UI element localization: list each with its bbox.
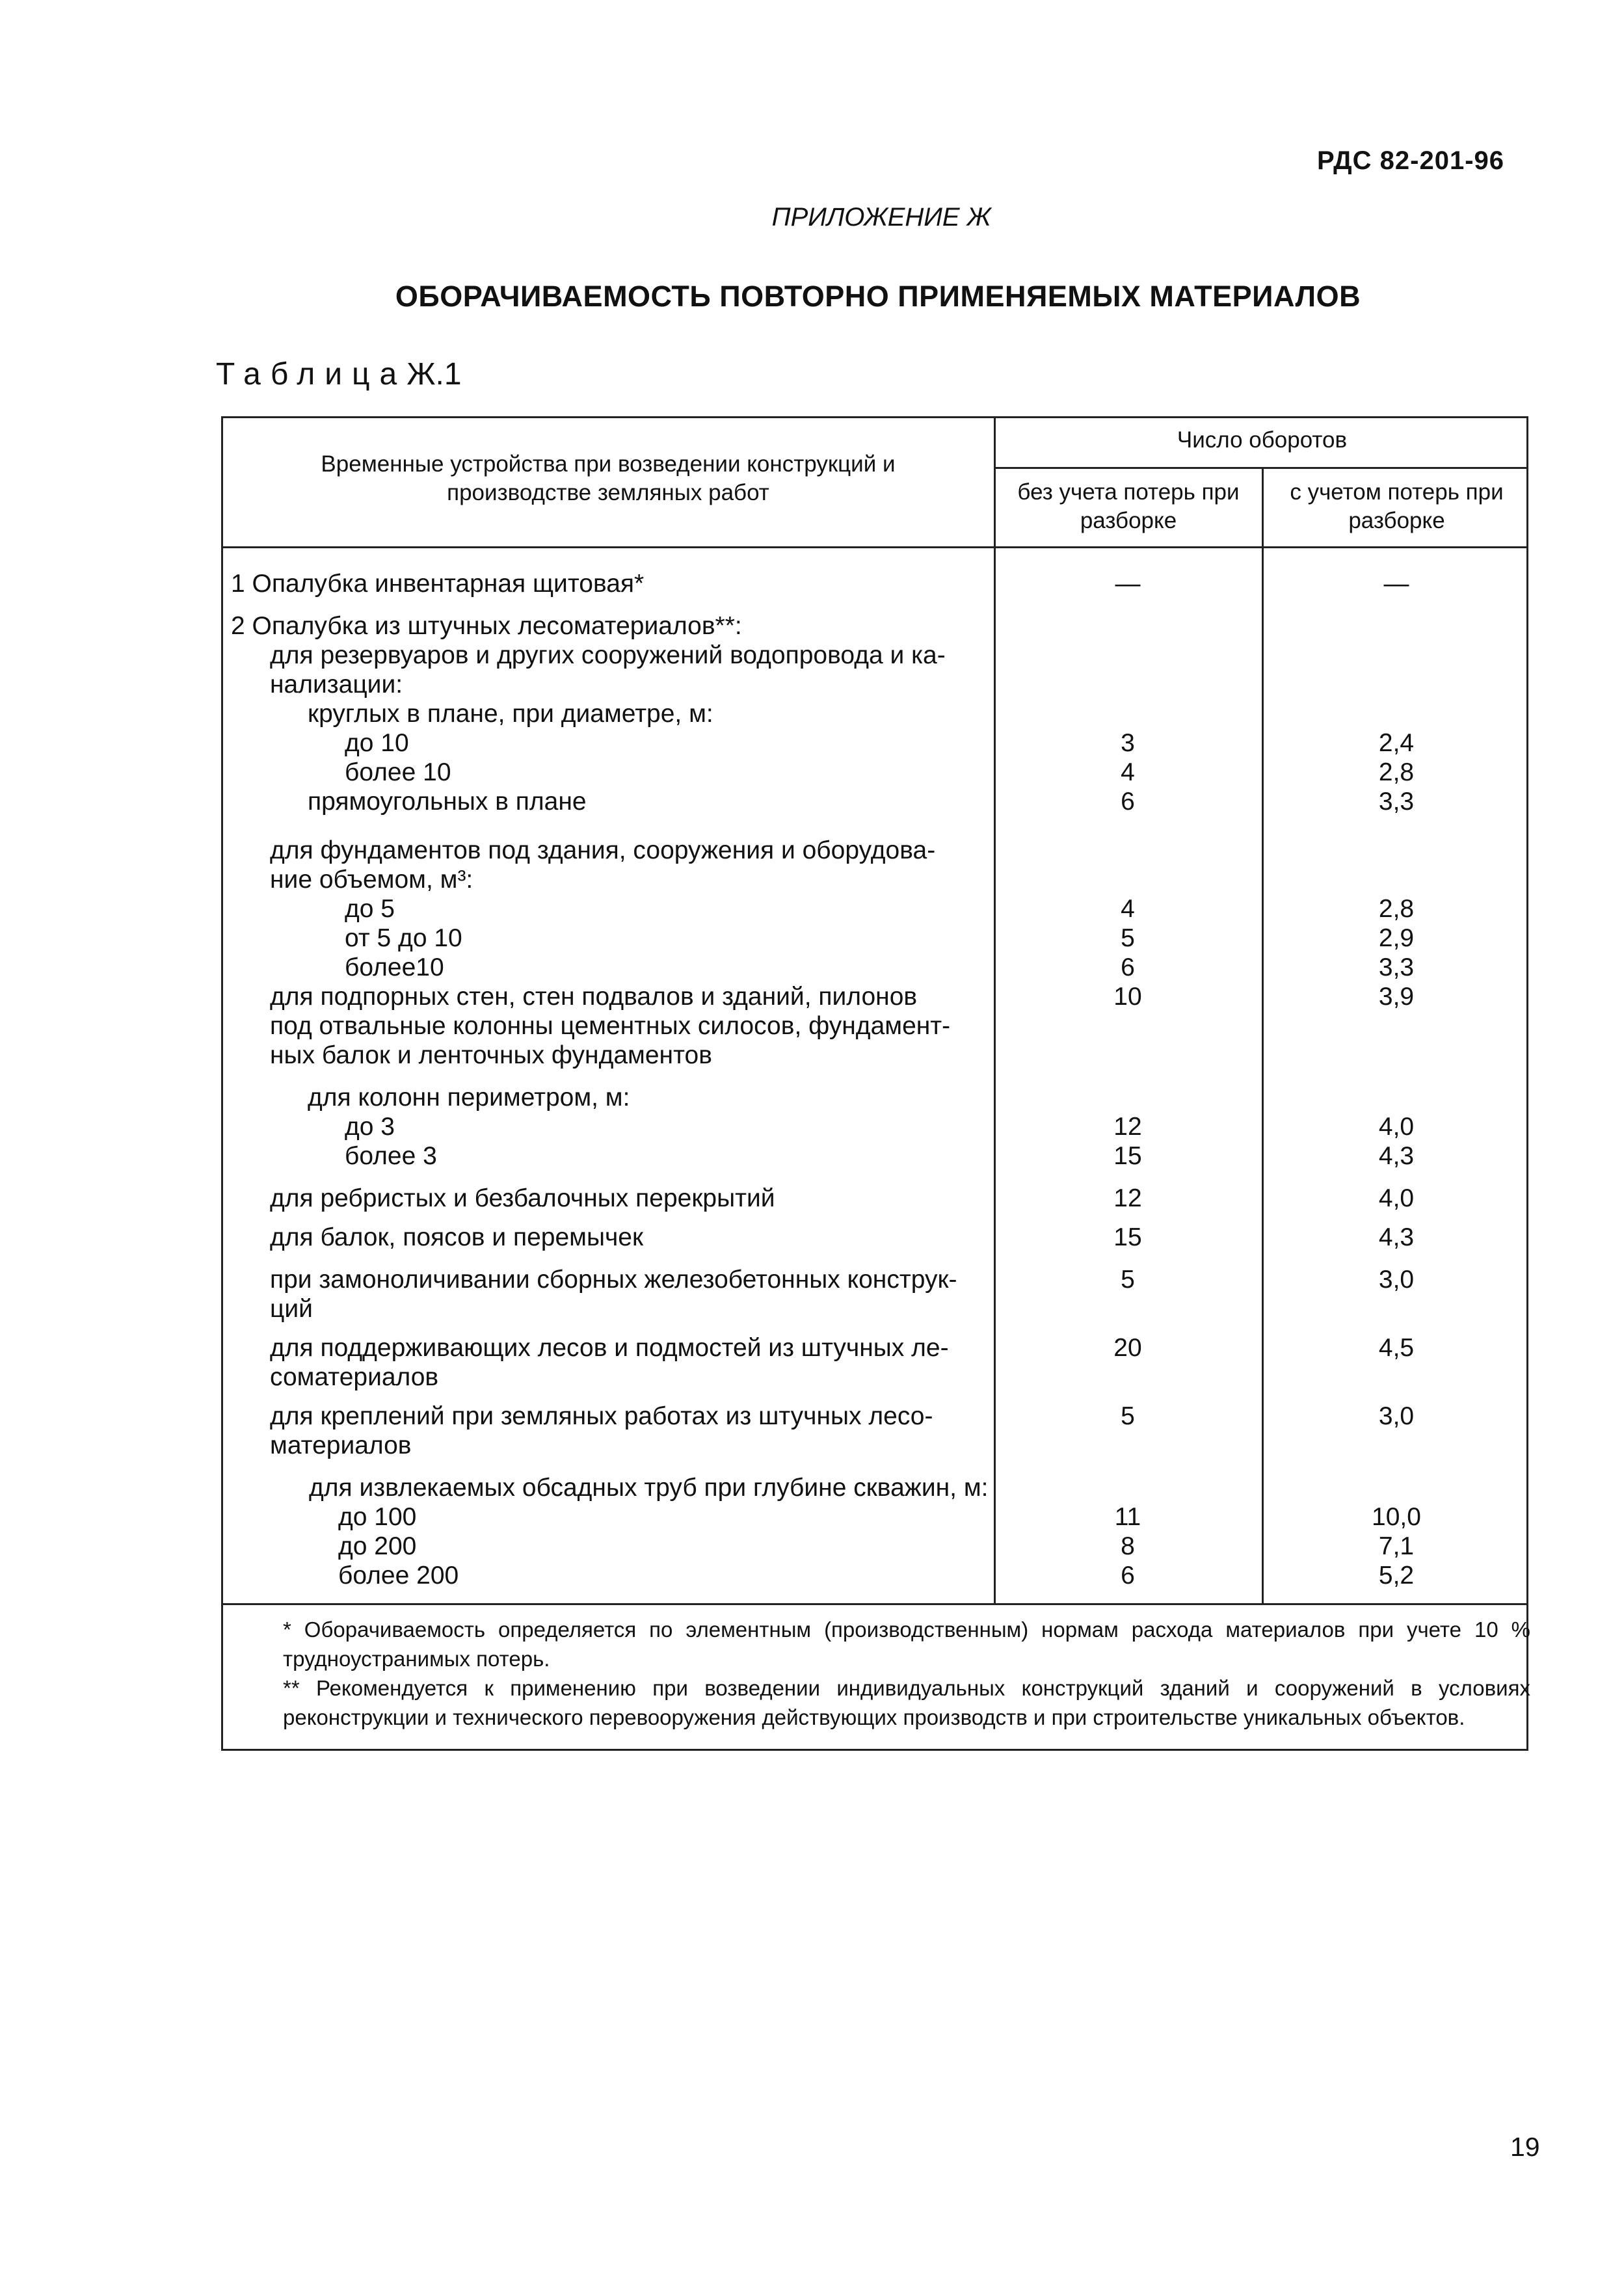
value-with-losses: 5,2 [1378,1562,1415,1590]
table-row-text: для резервуаров и других сооружений водопровода и ка- [270,641,946,669]
value-without-losses: — [1115,570,1141,598]
table-row-text: для ребристых и безбалочных перекрытий [270,1184,775,1212]
table-row-text: для поддерживающих лесов и подмостей из штучных ле- [270,1334,949,1362]
table-row-text: до 10 [345,729,409,757]
value-without-losses: 5 [1121,1266,1135,1294]
column-divider-1 [994,416,996,1603]
value-without-losses: 3 [1121,729,1135,757]
header-group-turnovers: Число оборотов [1177,427,1348,453]
footnote-separator-rule [221,1603,1528,1605]
value-with-losses: 4,3 [1378,1223,1415,1251]
value-with-losses: 10,0 [1372,1503,1421,1531]
value-without-losses: 20 [1113,1334,1142,1362]
value-with-losses: 3,9 [1378,983,1415,1011]
table-row-text: прямоугольных в плане [308,788,587,816]
value-with-losses: 2,4 [1378,729,1415,757]
value-without-losses: 11 [1114,1503,1141,1531]
table-row-text: более 200 [338,1562,459,1590]
table-row-text: для балок, поясов и перемычек [270,1223,644,1251]
value-without-losses: 5 [1121,924,1135,952]
table-row-text: соматериалов [270,1363,439,1391]
header-col-with-losses: с учетом потерь при разборке [1290,479,1504,533]
document-code: РДС 82-201-96 [1317,146,1505,175]
value-with-losses: 4,3 [1378,1142,1415,1170]
value-with-losses: 2,8 [1378,758,1415,786]
table-row-text: для извлекаемых обсадных труб при глубине скважин, м: [309,1474,989,1502]
table-row-text: материалов [270,1431,412,1459]
table-row-text: более 10 [345,758,451,786]
value-without-losses: 6 [1121,788,1135,816]
table-row-text: ных балок и ленточных фундаментов [270,1041,712,1069]
value-with-losses: 2,9 [1378,924,1415,952]
group-header-rule [994,467,1528,469]
table-row-text: круглых в плане, при диаметре, м: [308,700,713,728]
header-col-without-losses: без учета потерь при разборке [1017,479,1240,533]
table-row-text: до 5 [345,895,395,923]
header-col-devices: Временные устройства при возведении конструкций и производстве земляных работ [321,451,896,505]
table-row-text: при замоноличивании сборных железобетонных конструк- [270,1266,957,1294]
value-with-losses: 4,0 [1378,1184,1415,1212]
value-with-losses: 7,1 [1378,1532,1415,1560]
footnote-1: * Оборачиваемость определяется по элементным (производственным) нормам расхода материалов при учете 10 % трудноустранимых потерь. [283,1617,1530,1671]
table-label [216,356,462,392]
value-with-losses: 2,8 [1378,895,1415,923]
value-without-losses: 4 [1121,758,1135,786]
value-without-losses: 15 [1113,1142,1142,1170]
value-without-losses: 6 [1121,1562,1135,1590]
value-without-losses: 10 [1113,983,1142,1011]
value-without-losses: 12 [1113,1113,1142,1141]
value-with-losses: 3,3 [1378,953,1415,981]
value-with-losses: 4,0 [1378,1113,1415,1141]
value-without-losses: 8 [1121,1532,1135,1560]
table-row-text: до 200 [338,1532,417,1560]
value-with-losses: 3,0 [1378,1402,1415,1430]
table-label-number: Ж.1 [406,357,462,392]
table-row-text: от 5 до 10 [345,924,462,952]
table-row-text: до 3 [345,1113,395,1141]
value-without-losses: 5 [1121,1402,1135,1430]
value-without-losses: 4 [1121,895,1135,923]
table-label-word: Таблица [216,357,407,392]
value-with-losses: 4,5 [1378,1334,1415,1362]
table-row-text: для фундаментов под здания, сооружения и оборудова- [270,836,936,864]
table-row-text: более 3 [345,1142,437,1170]
table-row-text: до 100 [338,1503,417,1531]
footnote-2: ** Рекомендуется к применению при возведении индивидуальных конструкций зданий и сооружений в условиях реконструкции и технического перевооружения действующих производств и при строительстве уникальных объектов. [283,1676,1530,1729]
table-row-text: для колонн периметром, м: [308,1084,630,1111]
value-with-losses: 3,3 [1378,788,1415,816]
table-row-text: 2 Опалубка из штучных лесоматериалов**: [231,612,742,640]
table-row-text: для креплений при земляных работах из штучных лесо- [270,1402,933,1430]
appendix-heading: ПРИЛОЖЕНИЕ Ж [771,203,991,232]
value-without-losses: 12 [1113,1184,1142,1212]
footnotes [236,1615,1530,1732]
table-row-text: ций [270,1295,313,1323]
table-row-text: под отвальные колонны цементных силосов, фундамент- [270,1012,951,1040]
value-without-losses: 6 [1121,953,1135,981]
page-title: ОБОРАЧИВАЕМОСТЬ ПОВТОРНО ПРИМЕНЯЕМЫХ МАТЕРИАЛОВ [395,280,1361,313]
table-row-text: 1 Опалубка инвентарная щитовая* [231,570,645,598]
page-number: 19 [1510,2132,1540,2162]
table-row-text: более10 [345,953,444,981]
value-with-losses: 3,0 [1378,1266,1415,1294]
table-row-text: нализации: [270,671,403,698]
column-divider-2 [1262,467,1264,1603]
value-with-losses: — [1383,570,1409,598]
value-without-losses: 15 [1113,1223,1142,1251]
table-row-text: для подпорных стен, стен подвалов и зданий, пилонов [270,983,918,1011]
table-row-text: ние объемом, м³: [270,866,473,894]
header-bottom-rule [221,546,1528,548]
